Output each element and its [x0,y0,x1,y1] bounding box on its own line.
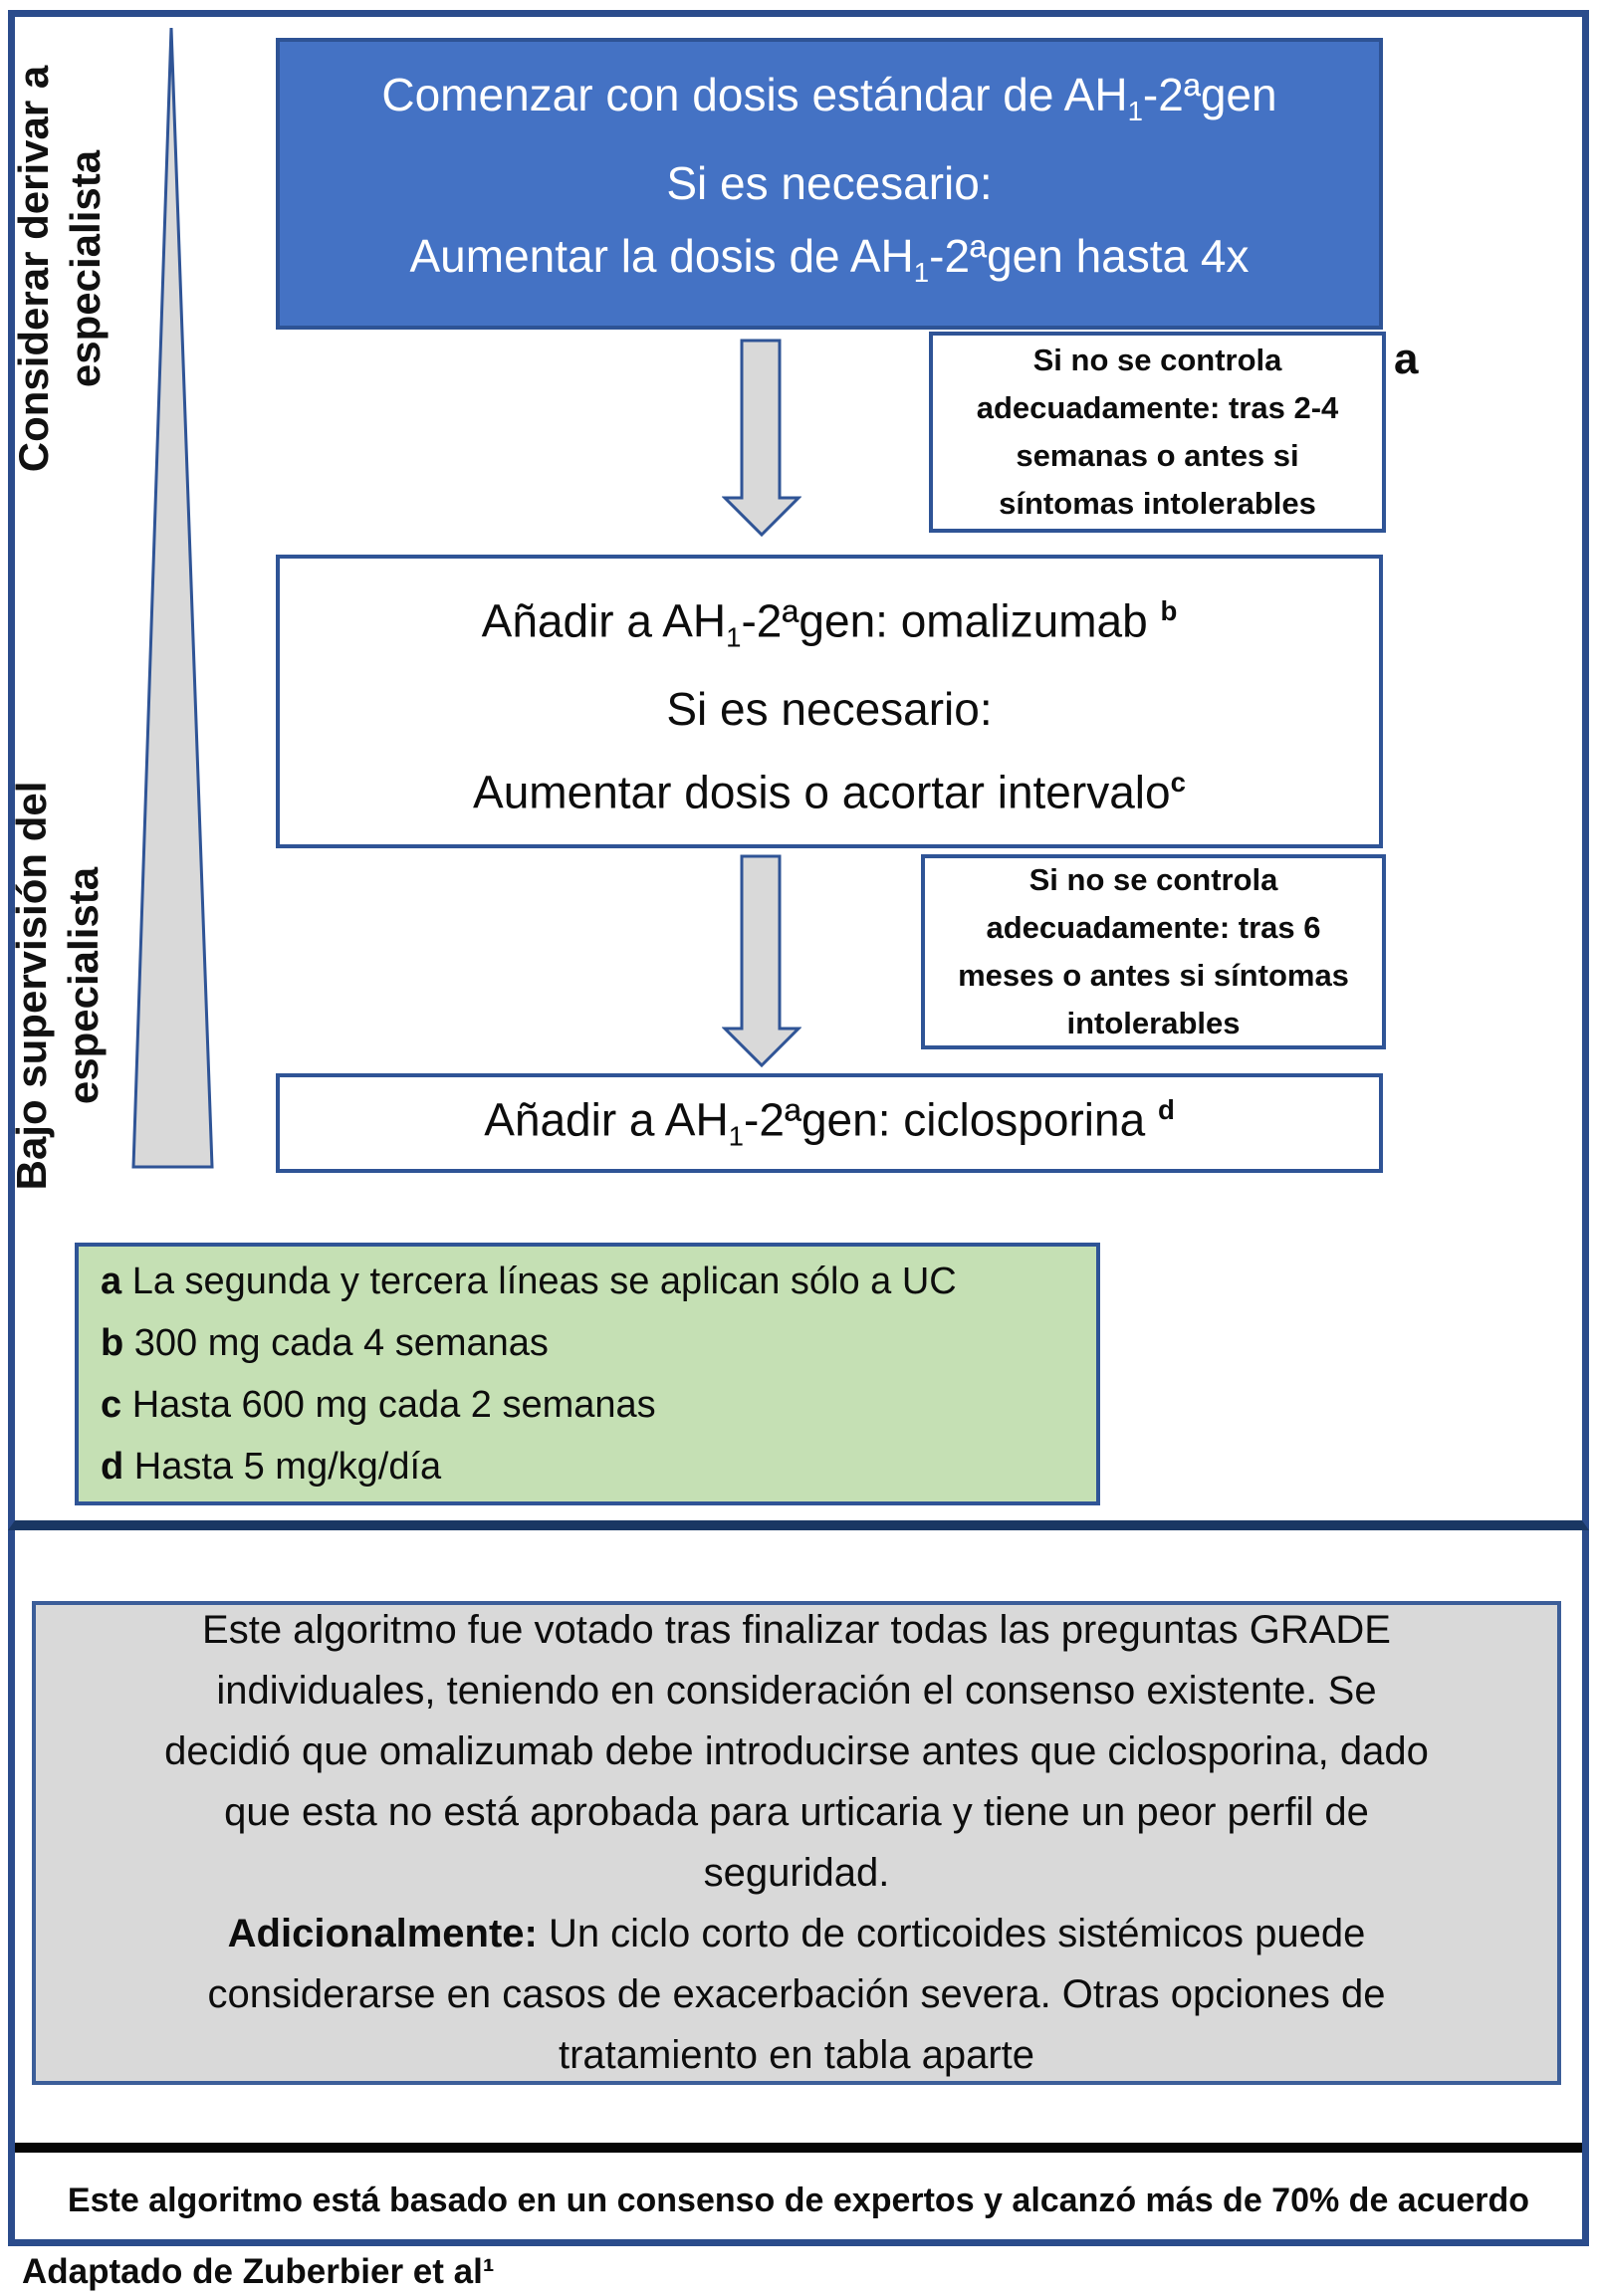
side-label-refer-specialist: Considerar derivar a especialista [10,65,109,473]
note-box-2-4-weeks: Si no se controla adecuadamente: tras 2-4 semanas o antes si síntomas intolerables [929,332,1386,533]
side-label-specialist-supervision: Bajo supervisión del especialista [8,781,107,1191]
step3-box-ciclosporina: Añadir a $AH_1-2ªgen$: ciclosporina $^d$ [276,1073,1383,1173]
footnotes-box: a La segunda y tercera líneas se aplican sólo a UC b 300 mg cada 4 semanas c Hasta 600 mg cada 2 semanas d Hasta 5 mg/kg/día [75,1243,1100,1505]
consensus-paragraph-box: Este algoritmo fue votado tras finalizar todas las preguntas GRADE individuales, teniendo en consideración el consenso existente. Se decidió que omalizumab debe introducirse antes que ciclosporina, dado que esta no está aprobada para urticaria y tiene un peor perfil de seguridad. Adicionalmente: Un ciclo corto de corticoides sistémicos puede considerarse en casos de exacerbación severa. Otras opciones de tratamiento en tabla aparte [32,1601,1561,2085]
note-box-6-months: Si no se controla adecuadamente: tras 6 meses o antes si síntomas intolerables [921,854,1386,1049]
step2-box-omalizumab: Añadir a $AH_1-2ªgen$: omalizumab $^b$ Si es necesario: Aumentar dosis o acortar intervalo$^c$ [276,555,1383,848]
black-divider [15,2143,1582,2153]
footnote-marker-a: a [1394,335,1419,383]
attribution-text: Adaptado de Zuberbier et al¹ [22,2252,495,2291]
step1-box-standard-dose: Comenzar con dosis estándar de $AH_1-2ªgen$ Si es necesario: Aumentar la dosis de $AH_1-2ªgen$ hasta 4x [276,38,1383,330]
escalation-triangle [129,24,219,1171]
consensus-statement: Este algoritmo está basado en un consenso de expertos y alcanzó más de 70% de acuerdo [67,2181,1530,2219]
down-arrow-icon [722,339,801,538]
down-arrow-icon [722,854,801,1068]
